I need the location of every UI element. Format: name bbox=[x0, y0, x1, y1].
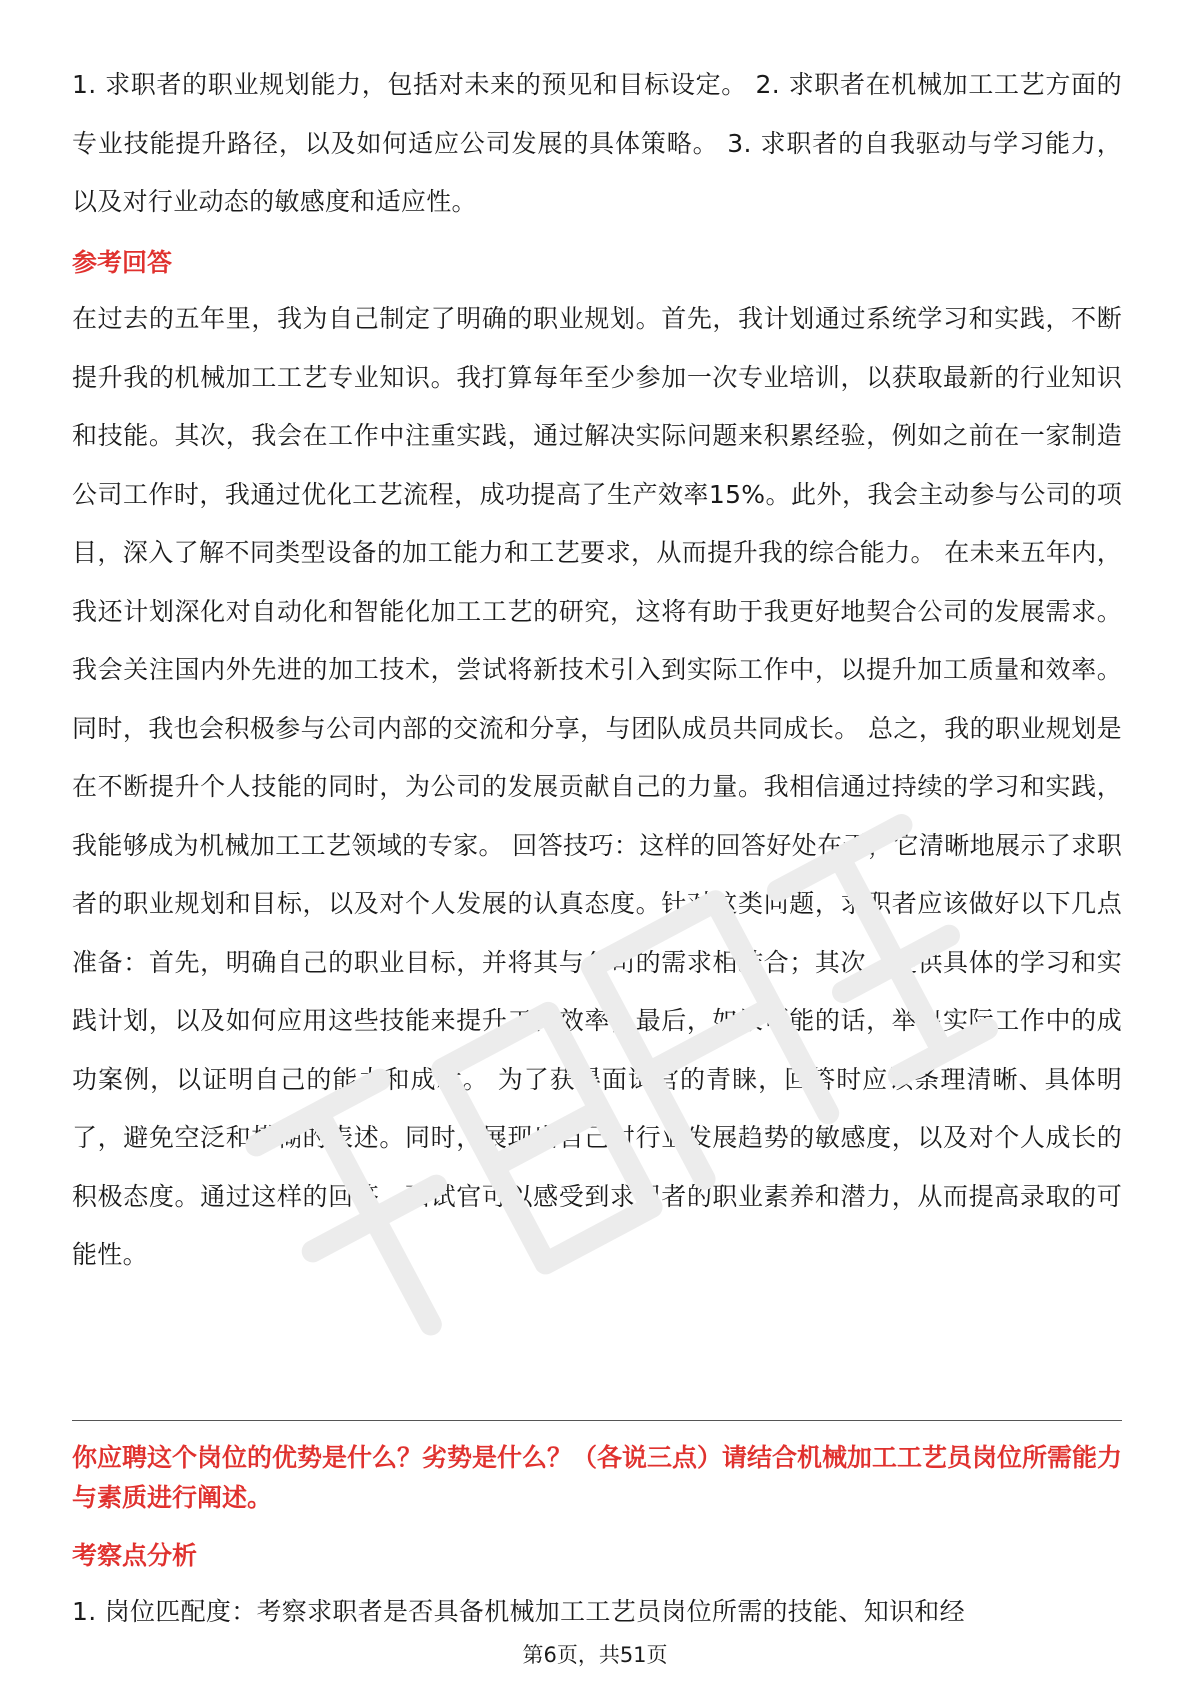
section-divider bbox=[72, 1420, 1122, 1421]
analysis-first-point: 1. 岗位匹配度：考察求职者是否具备机械加工工艺员岗位所需的技能、知识和经 bbox=[72, 1597, 965, 1626]
intro-points-paragraph: 1. 求职者的职业规划能力，包括对未来的预见和目标设定。 2. 求职者在机械加工工艺方面的专业技能提升路径，以及如何适应公司发展的具体策略。 3. 求职者的自我驱动与学习能力，以及对行业动态的敏感度和适应性。 bbox=[72, 70, 1122, 216]
page-indicator: 第6页，共51页 bbox=[522, 1643, 668, 1667]
reference-answer-paragraph: 在过去的五年里，我为自己制定了明确的职业规划。首先，我计划通过系统学习和实践，不断提升我的机械加工工艺专业知识。我打算每年至少参加一次专业培训，以获取最新的行业知识和技能。其次，我会在工作中注重实践，通过解决实际问题来积累经验，例如之前在一家制造公司工作时，我通过优化工艺流程，成功提高了生产效率15%。此外，我会主动参与公司的项目，深入了解不同类型设备的加工能力和工艺要求，从而提升我的综合能力。 在未来五年内，我还计划深化对自动化和智能化加工工艺的研究，这将有助于我更好地契合公司的发展需求。我会关注国内外先进的加工技术，尝试将新技术引入到实际工作中，以提升加工质量和效率。同时，我也会积极参与公司内部的交流和分享，与团队成员共同成长。 总之，我的职业规划是在不断提升个人技能的同时，为公司的发展贡献自己的力量。我相信通过持续的学习和实践，我能够成为机械加工工艺领域的专家。 回答技巧：这样的回答好处在于，它清晰地展示了求职者的职业规划和目标，以及对个人发展的认真态度。针对这类问题，求职者应该做好以下几点准备：首先，明确自己的职业目标，并将其与公司的需求相结合；其次，提供具体的学习和实践计划，以及如何应用这些技能来提升工作效率；最后，如果可能的话，举出实际工作中的成功案例，以证明自己的能力和成就。 为了获得面试官的青睐，回答时应该条理清晰、具体明了，避免空泛和模糊的表述。同时，展现出自己对行业发展趋势的敏感度，以及对个人成长的积极态度。通过这样的回答，面试官可以感受到求职者的职业素养和潜力，从而提高录取的可能性。 bbox=[72, 304, 1122, 1269]
analysis-heading: 考察点分析 bbox=[72, 1541, 198, 1570]
reference-answer-heading: 参考回答 bbox=[72, 248, 173, 277]
next-question-heading: 你应聘这个岗位的优势是什么？劣势是什么？（各说三点）请结合机械加工工艺员岗位所需能力与素质进行阐述。 bbox=[72, 1443, 1123, 1512]
